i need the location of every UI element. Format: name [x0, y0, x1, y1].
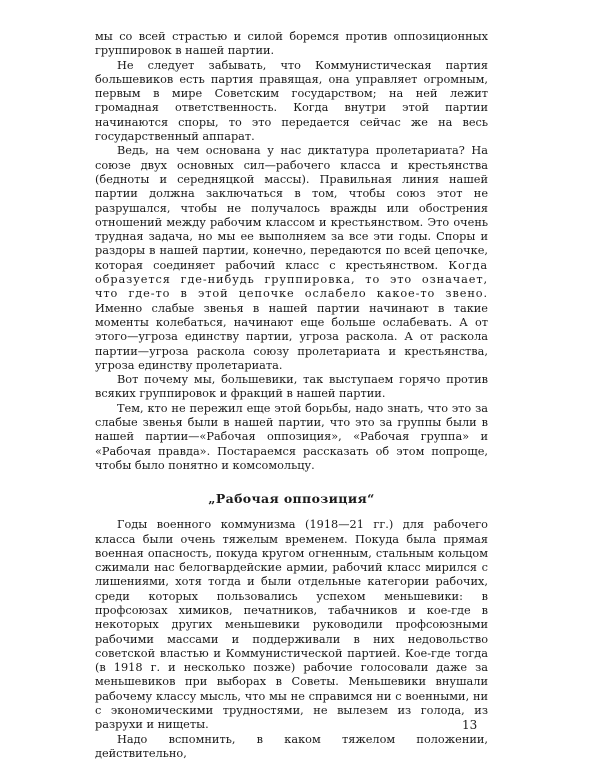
page-number: 13 — [462, 718, 478, 732]
paragraph-dictatorship — [95, 144, 488, 373]
paragraph-remember: Надо вспомнить, в каком тяжелом положении, действительно, — [95, 732, 488, 760]
paragraph-dictatorship-spaced: Когда образуется где-нибудь группировка, то это означает, что где-то в этой цепочке ослабело какое-то звено. — [95, 258, 488, 301]
paragraph-why-bolsheviks: Вот почему мы, большевики, так выступаем горячо против всяких группировок и фракций в нашей партии. — [95, 373, 488, 401]
paragraph-dictatorship-main: Ведь, на чем основана у нас диктатура пролетариата? На союзе двух основных сил—рабочего класса и крестьянства (бедноты и середняцкой массы). Правильная линия нашей партии должна заключаться в том, чтобы союз этот не разрушался, чтобы не получалось вражды или обострения отношений между рабочим классом и крестьянством. Это очень трудная задача, но мы ее выполняем за все эти годы. Споры и раздоры в нашей партии, конечно, передаются по всей цепочке, которая соединяет рабочий класс с крестьянством. — [95, 144, 488, 272]
paragraph-dictatorship-end: Именно слабые звенья в нашей партии начинают в такие моменты колебаться, начинают еще больше ослабевать. А от этого—угроза единству партии, угроза раскола. А от раскола партии—угроза раскола союзу пролетариата и крестьянства, угроза единству пролетариата. — [95, 301, 488, 372]
paragraph-war-communism: Годы военного коммунизма (1918—21 гг.) для рабочего класса были очень тяжелым временем. Покуда была прямая военная опасность, покуда кругом огненным, стальным кольцом сжимали нас белогвардейские армии, рабочий класс мирился с лишениями, хотя тогда и были отдельные категории рабочих, среди которых пользовались успехом меньшевики: в профсоюзах химиков, печатников, табачников и кое-где в некоторых других меньшевики руководили профсоюзными рабочими массами и поддерживали в них недовольство советской властью и Коммунистической партией. Кое-где тогда (в 1918 г. и несколько позже) рабочие голосовали даже за меньшевиков при выборах в Советы. Меньшевики внушали рабочему классу мысль, что мы не справимся ни с военными, ни с экономическими трудностями, не вылезем из голода, из разрухи и нищеты. — [95, 518, 488, 732]
page-body — [95, 30, 488, 761]
paragraph-party-responsibility: Не следует забывать, что Коммунистическая партия большевиков есть партия правящая, она управляет огромным, первым в мире Советским государством; на ней лежит громадная ответственность. Когда внутри этой партии начинаются споры, то это передается сейчас же на весь государственный аппарат. — [95, 58, 488, 144]
paragraph-weak-links: Тем, кто не пережил еще этой борьбы, надо знать, что это за слабые звенья были в нашей партии, что это за группы были в нашей партии—«Рабочая оппозиция», «Рабочая группа» и «Рабочая правда». Постараемся рассказать об этом попроще, чтобы было понятно и комсомольцу. — [95, 401, 488, 472]
paragraph-continuation: мы со всей страстью и силой боремся против оппозиционных группировок в нашей партии. — [95, 30, 488, 58]
section-heading: „Рабочая оппозиция“ — [208, 491, 375, 507]
